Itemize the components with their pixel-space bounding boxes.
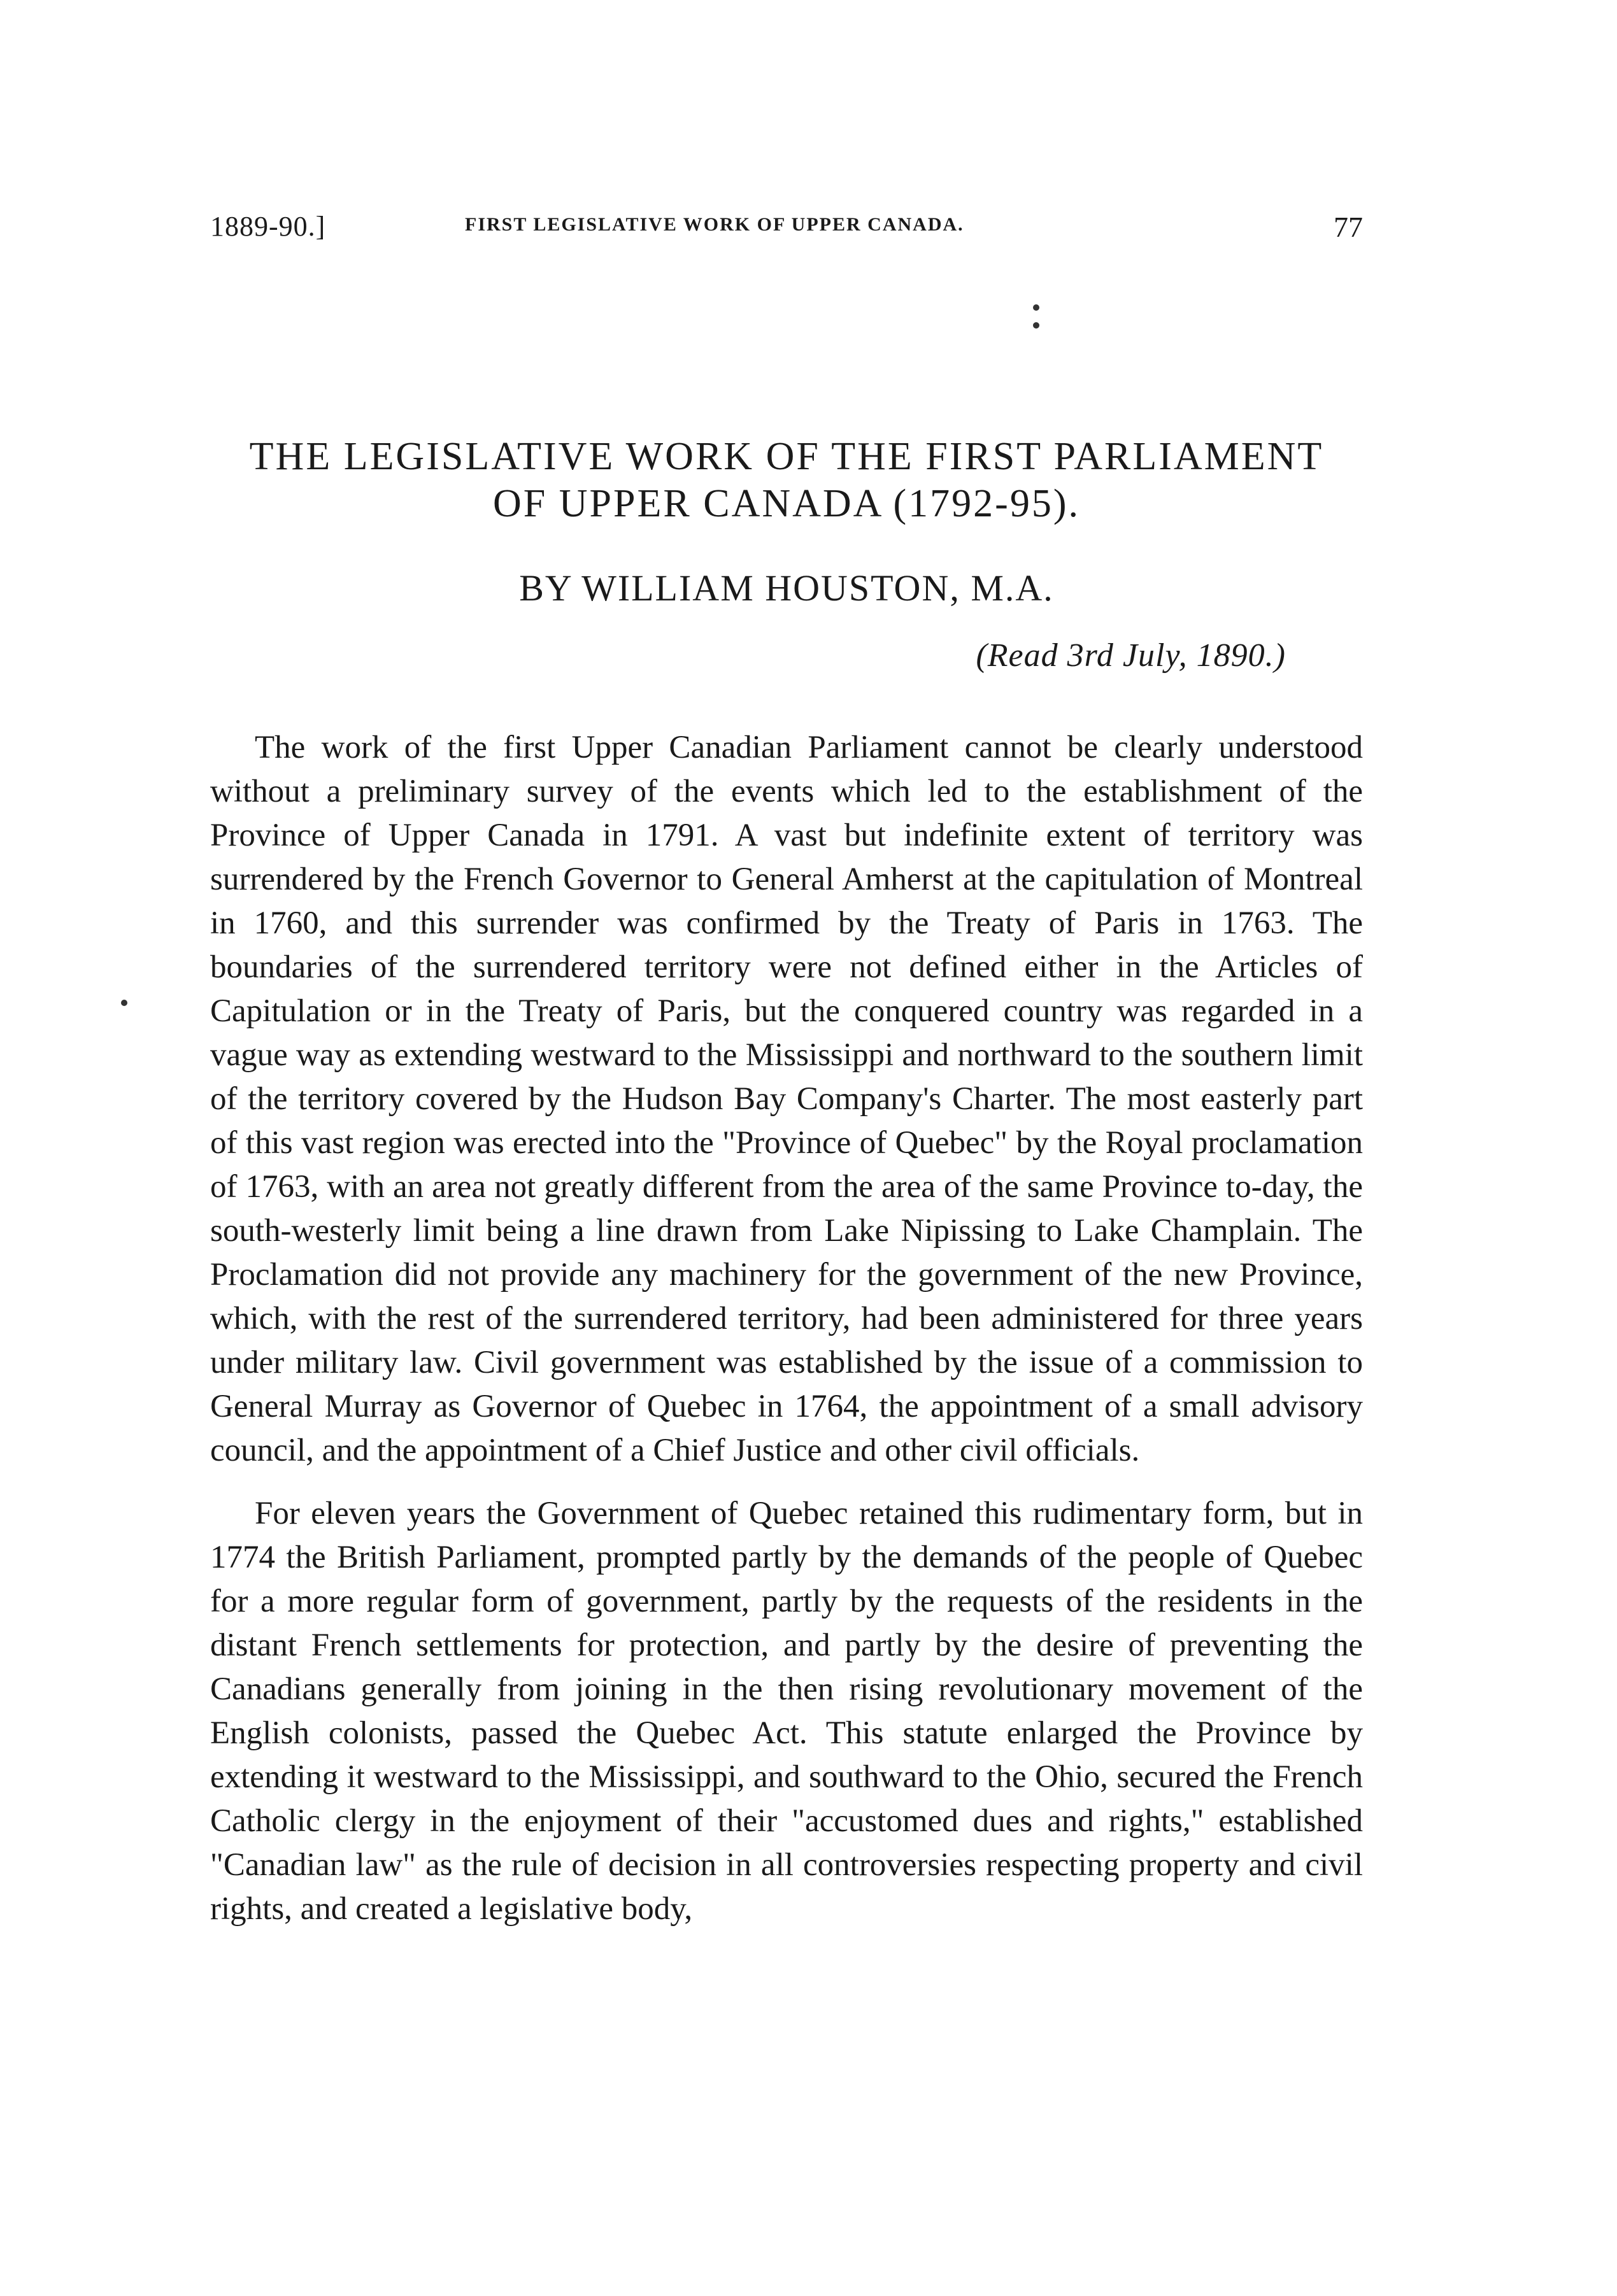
author-byline: BY WILLIAM HOUSTON, M.A.: [519, 567, 1054, 609]
speck-mark: [1033, 304, 1039, 311]
running-head: [210, 210, 1363, 248]
article-body: [210, 726, 1363, 1931]
paragraph-1: The work of the first Upper Canadian Parliament cannot be clearly understood without a preliminary survey of the events which led to the establishment of the Province of Upper Canada in 1791. A vast but indefinite extent of territory was surrendered by the French Governor to General Amherst at the capitulation of Montreal in 1760, and this surrender was confirmed by the Treaty of Paris in 1763. The boundaries of the surrendered territory were not defined either in the Articles of Capitulation or in the Treaty of Paris, but the conquered country was regarded in a vague way as extending westward to the Mississippi and northward to the southern limit of the territory covered by the Hudson Bay Company's Charter. The most easterly part of this vast region was erected into the "Province of Quebec" by the Royal proclamation of 1763, with an area not greatly different from the area of the same Province to-day, the south-westerly limit being a line drawn from Lake Nipissing to Lake Champlain. The Proclamation did not provide any machinery for the government of the new Province, which, with the rest of the surrendered territory, had been administered for three years under military law. Civil government was established by the issue of a commission to General Murray as Governor of Quebec in 1764, the appointment of a small advisory council, and the appointment of a Chief Justice and other civil officials.: [210, 730, 1363, 1468]
title-line-1: THE LEGISLATIVE WORK OF THE FIRST PARLIAMENT: [249, 435, 1324, 478]
running-head-title: FIRST LEGISLATIVE WORK OF UPPER CANADA.: [465, 214, 964, 235]
article-title: [210, 433, 1363, 527]
read-date: (Read 3rd July, 1890.): [976, 637, 1286, 674]
title-line-2: OF UPPER CANADA (1792-95).: [493, 482, 1080, 525]
page-number: 77: [1334, 211, 1363, 243]
running-head-year: 1889-90.]: [210, 211, 326, 242]
paragraph-2: For eleven years the Government of Quebec retained this rudimentary form, but in 1774 the British Parliament, prompted partly by the demands of the people of Quebec for a more regular form of government, partly by the requests of the residents in the distant French settlements for protection, and partly by the desire of preventing the Canadians generally from joining in the then rising revolutionary movement of the English colonists, passed the Quebec Act. This statute enlarged the Province by extending it westward to the Mississippi, and southward to the Ohio, secured the French Catholic clergy in the enjoyment of their "accustomed dues and rights," established "Canadian law" as the rule of decision in all controversies respecting property and civil rights, and created a legislative body,: [210, 1496, 1363, 1927]
margin-speck: [121, 1000, 127, 1006]
speck-mark: [1033, 322, 1039, 329]
